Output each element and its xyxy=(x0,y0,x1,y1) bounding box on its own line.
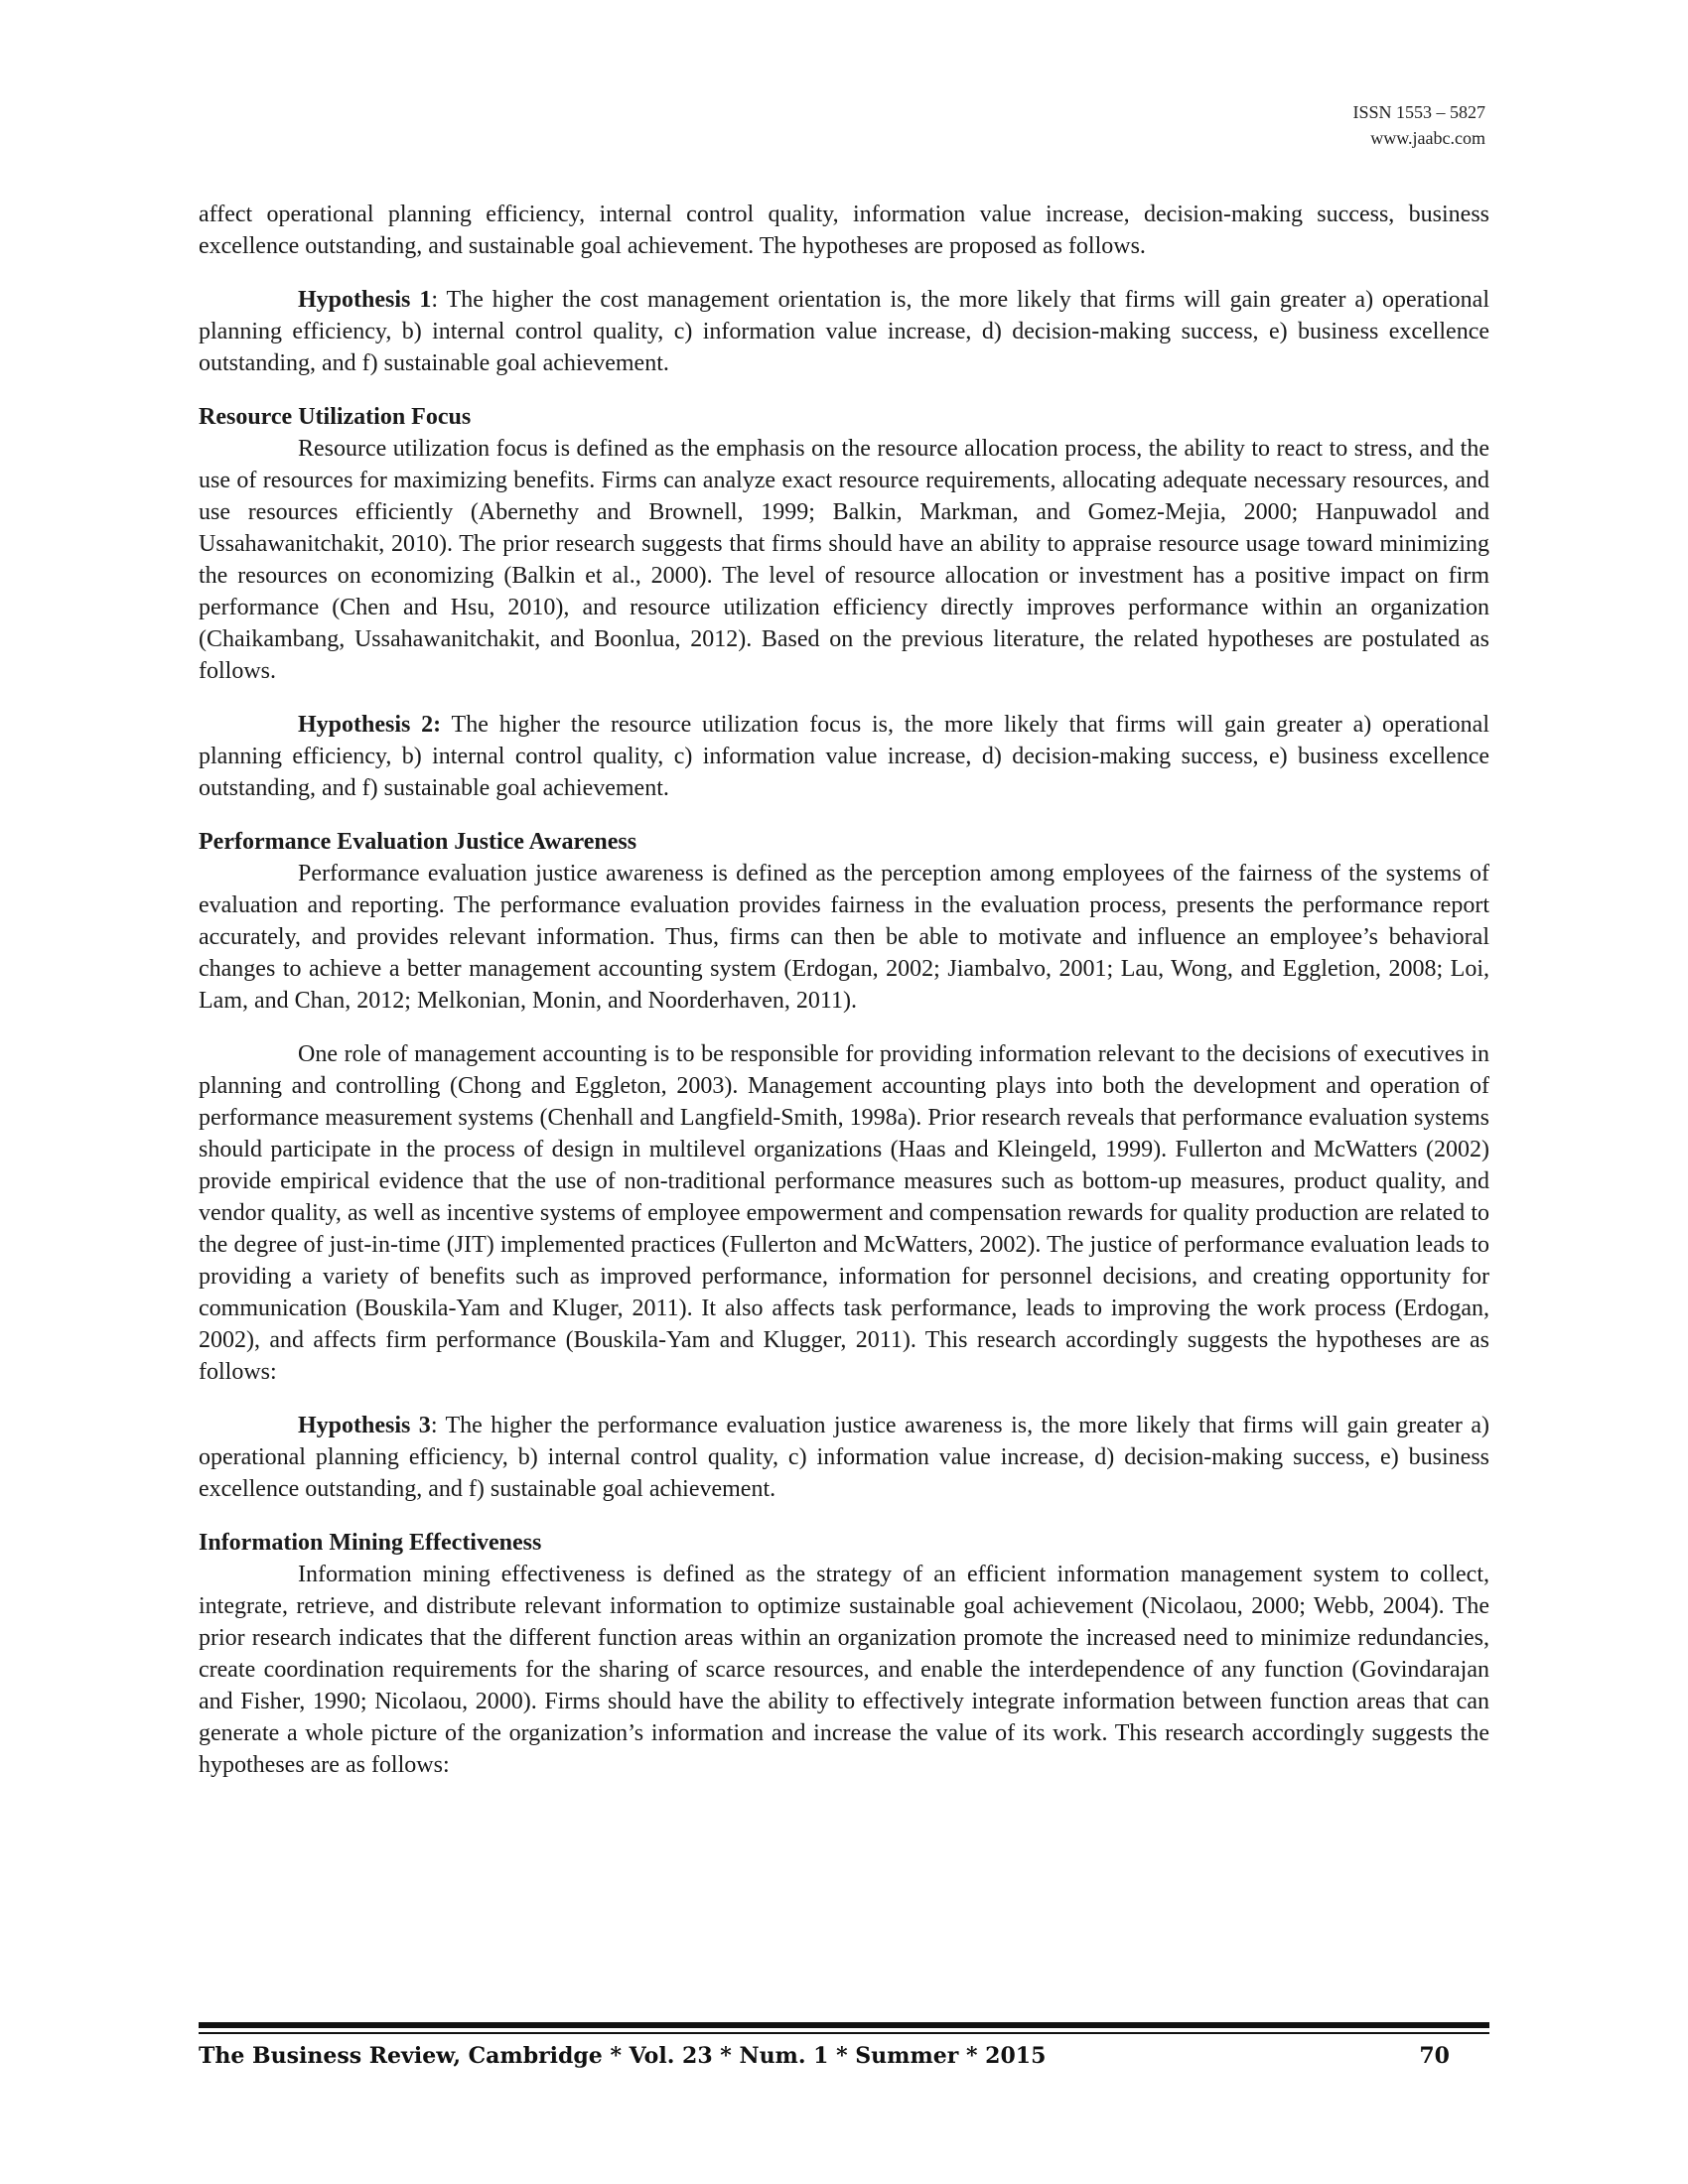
footer-rule-thin xyxy=(199,2032,1489,2034)
hypothesis-2-text: The higher the resource utilization focus is, the more likely that firms will gain greater a) operational planning efficiency, b) internal control quality, c) information value increase, d) decision-making success, e) business excellence outstanding, and f) sustainable goal achievement. xyxy=(199,712,1489,801)
page-number: 70 xyxy=(1419,2043,1450,2069)
journal-citation: The Business Review, Cambridge * Vol. 23 * Num. 1 * Summer * 2015 xyxy=(199,2043,1047,2069)
section-heading-performance-evaluation: Performance Evaluation Justice Awareness xyxy=(199,829,637,855)
information-paragraph: Information mining effectiveness is defined as the strategy of an efficient information management system to collect, integrate, retrieve, and distribute relevant information to optimize sustainable goal achievement (Nicolaou, 2000; Webb, 2004). The prior research indicates that the different function areas within an organization promote the increased need to minimize redundancies, create coordination requirements for the sharing of scarce resources, and enable the interdependence of any function (Govindarajan and Fisher, 1990; Nicolaou, 2000). Firms should have the ability to effectively integrate information between function areas that can generate a whole picture of the organization’s information and increase the value of its work. This research accordingly suggests the hypotheses are as follows: xyxy=(199,1562,1489,1778)
hypothesis-3-label: Hypothesis 3 xyxy=(298,1413,431,1438)
resource-paragraph: Resource utilization focus is defined as the emphasis on the resource allocation process, the ability to react to stress, and the use of resources for maximizing benefits. Firms can analyze exact resource requirements, allocating adequate necessary resources, and use resources efficiently (Abernethy and Brownell, 1999; Balkin, Markman, and Gomez-Mejia, 2000; Hanpuwadol and Ussahawanitchakit, 2010). The prior research suggests that firms should have an ability to appraise resource usage toward minimizing the resources on economizing (Balkin et al., 2000). The level of resource allocation or investment has a positive impact on firm performance (Chen and Hsu, 2010), and resource utilization efficiency directly improves performance within an organization (Chaikambang, Ussahawanitchakit, and Boonlua, 2012). Based on the previous literature, the related hypotheses are postulated as follows. xyxy=(199,436,1489,684)
hypothesis-1 xyxy=(199,284,1489,379)
website-label: www.jaabc.com xyxy=(1370,128,1485,148)
intro-paragraph: affect operational planning efficiency, internal control quality, information value increase, decision-making success, business excellence outstanding, and sustainable goal achievement. The hypotheses are proposed as follows. xyxy=(199,202,1489,259)
hypothesis-3 xyxy=(199,1410,1489,1505)
hypothesis-2-label: Hypothesis 2: xyxy=(298,712,442,738)
performance-paragraph-2: One role of management accounting is to be responsible for providing information relevant to the decisions of executives in planning and controlling (Chong and Eggleton, 2003). Management accounting plays into both the development and operation of performance measurement systems (Chenhall and Langfield-Smith, 1998a). Prior research reveals that performance evaluation systems should participate in the process of design in multilevel organizations (Haas and Kleingeld, 1999). Fullerton and McWatters (2002) provide empirical evidence that the use of non-traditional performance measures such as bottom-up measures, product quality, and vendor quality, as well as incentive systems of employee empowerment and compensation rewards for quality production are related to the degree of just-in-time (JIT) implemented practices (Fullerton and McWatters, 2002). The justice of performance evaluation leads to providing a variety of benefits such as improved performance, information for personnel decisions, and creating opportunity for communication (Bouskila-Yam and Kluger, 2011). It also affects task performance, leads to improving the work process (Erdogan, 2002), and affects firm performance (Bouskila-Yam and Klugger, 2011). This research accordingly suggests the hypotheses are as follows: xyxy=(199,1041,1489,1385)
footer-rule-thick xyxy=(199,2022,1489,2028)
hypothesis-2 xyxy=(199,709,1489,804)
page-header xyxy=(1352,99,1485,151)
section-heading-resource-utilization: Resource Utilization Focus xyxy=(199,404,472,430)
page-footer xyxy=(199,2043,1489,2083)
performance-paragraph-1: Performance evaluation justice awareness is defined as the perception among employees of the fairness of the systems of evaluation and reporting. The performance evaluation provides fairness in the evaluation process, presents the performance report accurately, and provides relevant information. Thus, firms can then be able to motivate and influence an employee’s behavioral changes to achieve a better management accounting system (Erdogan, 2002; Jiambalvo, 2001; Lau, Wong, and Eggletion, 2008; Loi, Lam, and Chan, 2012; Melkonian, Monin, and Noorderhaven, 2011). xyxy=(199,861,1489,1014)
hypothesis-1-text: : The higher the cost management orientation is, the more likely that firms will gain greater a) operational planning efficiency, b) internal control quality, c) information value increase, d) decision-making success, e) business excellence outstanding, and f) sustainable goal achievement. xyxy=(199,287,1489,376)
section-heading-information-mining: Information Mining Effectiveness xyxy=(199,1530,542,1556)
issn-label: ISSN 1553 – 5827 xyxy=(1352,102,1485,122)
body-text xyxy=(199,199,1489,1803)
hypothesis-3-text: : The higher the performance evaluation justice awareness is, the more likely that firms will gain greater a) operational planning efficiency, b) internal control quality, c) information value increase, d) decision-making success, e) business excellence outstanding, and f) sustainable goal achievement. xyxy=(199,1413,1489,1502)
hypothesis-1-label: Hypothesis 1 xyxy=(298,287,432,313)
